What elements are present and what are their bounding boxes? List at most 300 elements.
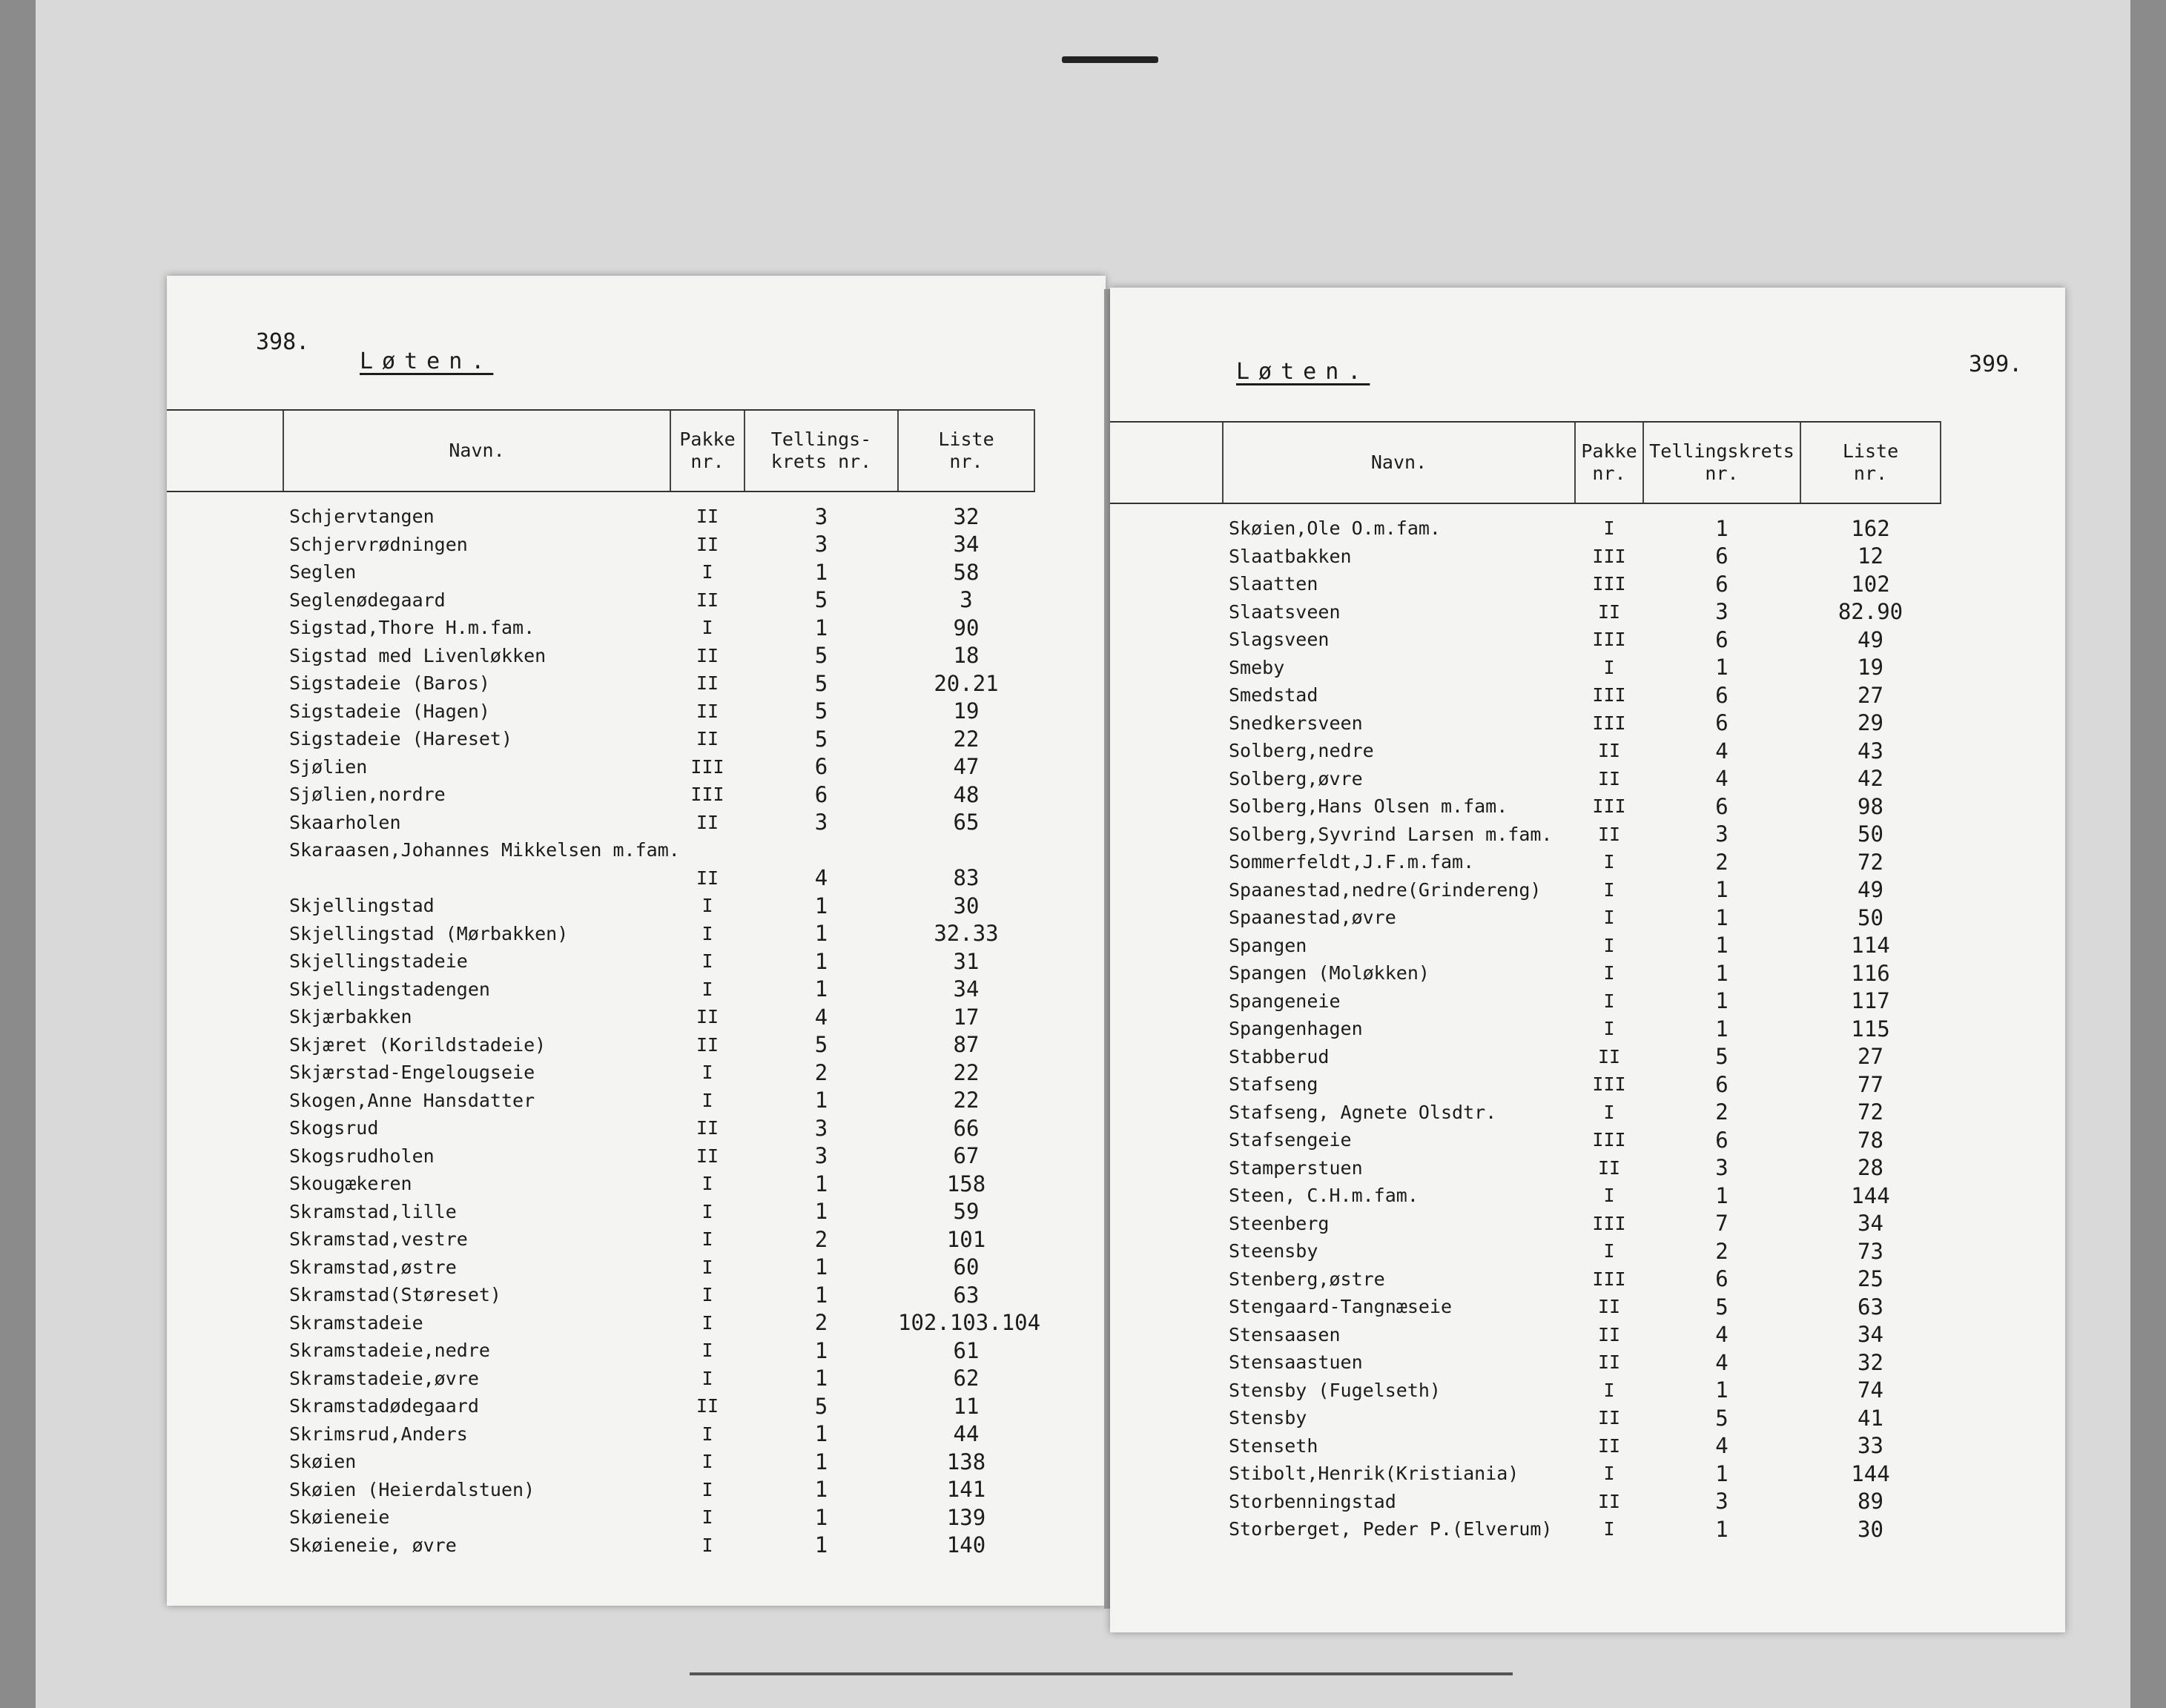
row-spacer (1110, 737, 1223, 765)
row-pakke: II (1597, 767, 1621, 790)
row-krets: 1 (1715, 877, 1728, 903)
row-liste: 30 (953, 893, 980, 918)
row-spacer (1110, 1515, 1223, 1543)
row-spacer (1110, 1488, 1223, 1516)
row-krets: 3 (814, 810, 828, 835)
table-row (1110, 1348, 1941, 1377)
row-krets: 5 (1715, 1405, 1728, 1431)
row-krets: 1 (814, 1199, 828, 1225)
row-spacer (1110, 570, 1223, 598)
row-liste: 90 (953, 615, 980, 640)
row-krets: 3 (1715, 821, 1728, 847)
header-pakke: Pakke nr. (670, 410, 744, 491)
row-krets: 5 (814, 698, 828, 724)
row-pakke: I (1603, 1518, 1615, 1540)
table-row (167, 836, 1034, 864)
row-name: Sigstad,Thore H.m.fam. (289, 617, 535, 639)
row-krets: 1 (814, 1088, 828, 1113)
row-liste: 72 (1858, 1099, 1883, 1125)
row-name: Spangeneie (1229, 990, 1341, 1012)
row-krets: 5 (814, 643, 828, 669)
row-liste: 19 (953, 698, 980, 724)
row-liste: 50 (1858, 904, 1883, 930)
row-krets: 6 (814, 781, 828, 807)
row-name: Snedkersveen (1229, 712, 1363, 734)
row-spacer (167, 1225, 283, 1254)
row-name: Skaarholen (289, 811, 401, 833)
row-krets: 1 (814, 921, 828, 947)
row-name: Skøieneie, øvre (289, 1534, 457, 1556)
row-krets: 1 (814, 1504, 828, 1530)
row-krets: 3 (1715, 1155, 1728, 1181)
table-row (167, 614, 1034, 642)
row-spacer (167, 1142, 283, 1171)
row-spacer (167, 1198, 283, 1226)
row-krets: 5 (814, 1393, 828, 1419)
row-name: Storberget, Peder P.(Elverum) (1229, 1518, 1553, 1540)
table-row (167, 1254, 1034, 1282)
table-row (1110, 1070, 1941, 1099)
row-liste: 32.33 (934, 921, 999, 947)
row-name: Skjellingstad (Mørbakken) (289, 922, 569, 944)
table-row (1110, 598, 1941, 626)
row-krets: 4 (1715, 1349, 1728, 1375)
row-krets: 6 (814, 754, 828, 780)
row-krets: 1 (814, 976, 828, 1002)
row-spacer (1110, 598, 1223, 626)
left-page-title: Løten. (360, 348, 494, 374)
row-pakke: I (701, 1367, 713, 1389)
row-liste: 28 (1858, 1155, 1883, 1181)
row-liste: 72 (1858, 849, 1883, 875)
row-name: Stenberg,østre (1229, 1268, 1385, 1290)
table-row (1110, 1043, 1941, 1071)
row-krets: 1 (814, 1171, 828, 1196)
row-krets: 1 (814, 1421, 828, 1447)
row-krets: 1 (1715, 1516, 1728, 1542)
row-name: Skogsrudholen (289, 1145, 435, 1167)
header-navn: Navn. (283, 410, 670, 491)
row-spacer (167, 892, 283, 920)
row-spacer (167, 1503, 283, 1532)
table-row (1110, 1265, 1941, 1294)
row-krets: 1 (1715, 1182, 1728, 1208)
row-spacer (1110, 1293, 1223, 1321)
row-spacer (1110, 1348, 1223, 1377)
row-name: Skaraasen,Johannes Mikkelsen m.fam. (289, 839, 680, 861)
row-name: Seglen (289, 561, 357, 583)
row-pakke: III (1592, 545, 1626, 567)
row-pakke: II (696, 1395, 719, 1417)
table-row (167, 1337, 1034, 1365)
table-row (167, 753, 1034, 781)
row-pakke: I (1603, 934, 1615, 956)
row-spacer (1110, 681, 1223, 709)
row-liste: 22 (953, 726, 980, 752)
row-pakke: II (1597, 1490, 1621, 1512)
row-pakke: I (1603, 1101, 1615, 1123)
row-pakke: I (701, 1062, 713, 1084)
row-spacer (167, 781, 283, 809)
row-name: Skogsrud (289, 1117, 379, 1139)
row-pakke: III (1592, 629, 1626, 651)
row-liste: 62 (953, 1366, 980, 1391)
row-liste: 48 (953, 781, 980, 807)
row-name: Smeby (1229, 656, 1285, 678)
table-row (1110, 1488, 1941, 1516)
row-krets: 5 (814, 1032, 828, 1058)
row-krets: 6 (1715, 543, 1728, 569)
row-krets: 1 (1715, 655, 1728, 681)
row-liste: 61 (953, 1337, 980, 1363)
row-name: Slaatbakken (1229, 545, 1352, 567)
row-pakke: I (1603, 1463, 1615, 1485)
row-krets: 5 (814, 726, 828, 752)
row-name: Sjølien,nordre (289, 784, 446, 806)
row-spacer (167, 1031, 283, 1059)
row-spacer (167, 1114, 283, 1142)
row-name: Steen, C.H.m.fam. (1229, 1185, 1419, 1207)
table-row (1110, 1126, 1941, 1154)
table-row (1110, 932, 1941, 960)
row-pakke: I (1603, 1185, 1615, 1207)
table-row (1110, 1377, 1941, 1405)
table-row (167, 558, 1034, 586)
row-liste: 139 (946, 1504, 986, 1530)
row-spacer (167, 1059, 283, 1087)
row-spacer (1110, 987, 1223, 1016)
row-name: Sigstadeie (Hareset) (289, 728, 513, 750)
row-liste: 47 (953, 754, 980, 780)
row-liste: 158 (946, 1171, 986, 1196)
row-liste: 138 (946, 1449, 986, 1474)
table-row (1110, 543, 1941, 571)
row-spacer (1110, 503, 1223, 543)
row-liste: 102 (1851, 571, 1890, 597)
row-liste: 20.21 (934, 670, 999, 696)
row-pakke: II (696, 1006, 719, 1028)
row-pakke: I (701, 1173, 713, 1195)
row-liste: 31 (953, 948, 980, 974)
row-pakke: III (690, 755, 724, 778)
table-row (1110, 1404, 1941, 1432)
header-krets: Tellings- krets nr. (744, 410, 898, 491)
row-spacer (167, 753, 283, 781)
row-spacer (1110, 1210, 1223, 1238)
header-krets: Tellingskrets nr. (1643, 422, 1800, 503)
row-pakke: I (701, 617, 713, 639)
row-spacer (167, 836, 283, 864)
row-krets: 6 (1715, 710, 1728, 736)
table-row (167, 586, 1034, 615)
row-spacer (1110, 1154, 1223, 1182)
row-krets: 6 (1715, 793, 1728, 819)
row-spacer (1110, 1126, 1223, 1154)
table-row (167, 1476, 1034, 1504)
table-row (1110, 1460, 1941, 1488)
scan-mark-bottom (690, 1672, 1513, 1675)
row-name: Spangen (1229, 934, 1307, 956)
table-row (167, 1392, 1034, 1420)
table-row (167, 781, 1034, 809)
row-spacer (1110, 543, 1223, 571)
row-name: Skramstad,lille (289, 1200, 457, 1222)
row-name: Skjellingstad (289, 895, 435, 917)
row-spacer (167, 1365, 283, 1393)
row-name: Skjærstad-Engelougseie (289, 1062, 535, 1084)
row-liste: 12 (1858, 543, 1883, 569)
table-row (1110, 821, 1941, 849)
row-name: Slagsveen (1229, 629, 1330, 651)
row-spacer (167, 698, 283, 726)
table-row (167, 698, 1034, 726)
scan-mark-top (1062, 56, 1158, 63)
right-page (1110, 288, 2065, 1632)
row-name: Skjærbakken (289, 1006, 412, 1028)
row-liste: 60 (953, 1254, 980, 1280)
row-liste: 102.103.104 (898, 1310, 1041, 1336)
row-name: Stengaard-Tangnæseie (1229, 1296, 1453, 1318)
row-liste: 82.90 (1838, 599, 1903, 625)
row-spacer (1110, 626, 1223, 654)
row-krets: 4 (1715, 766, 1728, 792)
row-pakke: I (701, 1340, 713, 1362)
table-row (167, 976, 1034, 1004)
row-name: Skjellingstadengen (289, 978, 490, 1000)
row-name: Solberg,Syvrind Larsen m.fam. (1229, 823, 1553, 845)
row-pakke: I (1603, 656, 1615, 678)
row-liste: 63 (1858, 1294, 1883, 1320)
row-liste: 33 (1858, 1433, 1883, 1459)
table-row (1110, 737, 1941, 765)
row-liste: 29 (1858, 710, 1883, 736)
row-liste: 17 (953, 1004, 980, 1030)
row-pakke: I (1603, 990, 1615, 1012)
row-liste: 49 (1858, 626, 1883, 652)
table-row (1110, 1015, 1941, 1043)
row-liste: 87 (953, 1032, 980, 1058)
row-name: Seglenødegaard (289, 589, 446, 611)
row-spacer (1110, 1099, 1223, 1127)
row-krets: 1 (1715, 1460, 1728, 1486)
row-spacer (167, 491, 283, 531)
row-spacer (1110, 1460, 1223, 1488)
row-krets: 4 (1715, 1433, 1728, 1459)
row-liste: 63 (953, 1282, 980, 1308)
row-liste: 116 (1851, 960, 1890, 986)
row-pakke: I (701, 978, 713, 1000)
table-header-row (167, 410, 1034, 491)
table-row (1110, 959, 1941, 987)
row-spacer (167, 642, 283, 670)
row-name: Sigstad med Livenløkken (289, 644, 547, 666)
row-liste: 58 (953, 559, 980, 585)
row-spacer (1110, 1432, 1223, 1460)
table-row (167, 1087, 1034, 1115)
row-krets: 1 (814, 1366, 828, 1391)
row-name: Spangen (Moløkken) (1229, 962, 1430, 984)
row-krets: 1 (1715, 933, 1728, 959)
row-krets: 1 (814, 1337, 828, 1363)
table-row (167, 531, 1034, 559)
row-krets: 3 (1715, 1489, 1728, 1515)
row-pakke: I (1603, 1379, 1615, 1401)
row-name: Spangenhagen (1229, 1018, 1363, 1040)
row-name (283, 864, 670, 893)
row-krets: 3 (1715, 599, 1728, 625)
table-row (167, 642, 1034, 670)
table-row (167, 491, 1034, 531)
row-name: Skogen,Anne Hansdatter (289, 1089, 535, 1111)
row-spacer (167, 725, 283, 753)
row-spacer (167, 669, 283, 698)
right-index-table (1110, 421, 1941, 1543)
table-row (1110, 503, 1941, 543)
row-pakke: I (1603, 517, 1615, 540)
row-name: Slaatsveen (1229, 600, 1341, 623)
row-pakke: II (1597, 1323, 1621, 1345)
table-row (167, 1365, 1034, 1393)
row-pakke: I (1603, 962, 1615, 984)
row-krets: 4 (814, 1004, 828, 1030)
row-pakke: II (1597, 600, 1621, 623)
row-pakke: I (701, 1200, 713, 1222)
row-pakke: III (1592, 712, 1626, 734)
row-krets: 1 (1715, 960, 1728, 986)
row-pakke: I (1603, 1240, 1615, 1262)
row-name: Skramstadeie,nedre (289, 1340, 490, 1362)
row-krets: 2 (814, 1059, 828, 1085)
row-krets (744, 836, 898, 864)
row-liste: 74 (1858, 1377, 1883, 1403)
row-krets: 3 (814, 1115, 828, 1141)
row-krets: 3 (814, 1143, 828, 1169)
row-liste (898, 836, 1034, 864)
table-row (1110, 1293, 1941, 1321)
row-liste: 67 (953, 1143, 980, 1169)
row-pakke: III (1592, 1129, 1626, 1151)
row-spacer (1110, 959, 1223, 987)
row-pakke: III (1592, 1073, 1626, 1096)
right-page-title: Løten. (1236, 359, 1370, 385)
table-row (167, 1309, 1034, 1337)
header-spacer (1110, 422, 1223, 503)
table-row (1110, 848, 1941, 876)
row-krets: 2 (1715, 1238, 1728, 1264)
table-row (167, 920, 1034, 948)
table-row (167, 1059, 1034, 1087)
row-pakke: II (1597, 823, 1621, 845)
table-row (167, 1198, 1034, 1226)
row-pakke: I (701, 1534, 713, 1556)
row-pakke: II (696, 1117, 719, 1139)
row-liste: 59 (953, 1199, 980, 1225)
row-krets: 1 (814, 1282, 828, 1308)
row-krets: 5 (1715, 1294, 1728, 1320)
row-krets: 1 (1715, 515, 1728, 541)
table-row (1110, 709, 1941, 738)
row-liste: 32 (1858, 1349, 1883, 1375)
row-pakke: I (701, 1423, 713, 1445)
row-liste: 144 (1851, 1182, 1890, 1208)
row-pakke: I (701, 1311, 713, 1334)
row-pakke: II (1597, 1045, 1621, 1068)
row-spacer (167, 614, 283, 642)
row-pakke: III (1592, 573, 1626, 595)
row-name: Sigstadeie (Hagen) (289, 700, 490, 722)
row-krets: 3 (814, 503, 828, 529)
row-krets: 1 (1715, 988, 1728, 1014)
row-pakke: II (1597, 740, 1621, 762)
row-krets: 1 (814, 948, 828, 974)
row-spacer (167, 1337, 283, 1365)
row-name: Skramstadødegaard (289, 1395, 479, 1417)
header-spacer (167, 410, 283, 491)
row-name: Stafsengeie (1229, 1129, 1352, 1151)
table-row (167, 1142, 1034, 1171)
row-liste: 140 (946, 1532, 986, 1558)
row-name: Stensby (Fugelseth) (1229, 1379, 1441, 1401)
row-liste: 34 (1858, 1211, 1883, 1237)
header-liste: Liste nr. (898, 410, 1034, 491)
row-liste: 78 (1858, 1127, 1883, 1153)
table-row (1110, 654, 1941, 682)
row-pakke: III (1592, 684, 1626, 706)
row-krets: 4 (814, 865, 828, 891)
row-spacer (167, 809, 283, 837)
table-row (1110, 626, 1941, 654)
row-krets: 6 (1715, 626, 1728, 652)
row-liste: 117 (1851, 988, 1890, 1014)
table-row (167, 1420, 1034, 1449)
row-liste: 3 (960, 587, 973, 613)
table-row (1110, 1321, 1941, 1349)
row-liste: 162 (1851, 515, 1890, 541)
row-pakke: II (696, 867, 719, 889)
header-liste: Liste nr. (1800, 422, 1941, 503)
row-name: Skøien,Ole O.m.fam. (1229, 517, 1441, 540)
row-name: Spaanestad,øvre (1229, 907, 1396, 929)
row-name: Schjervtangen (289, 506, 435, 528)
table-row (167, 947, 1034, 976)
row-pakke: I (701, 1089, 713, 1111)
row-spacer (1110, 848, 1223, 876)
row-spacer (1110, 792, 1223, 821)
row-spacer (1110, 1321, 1223, 1349)
table-row (1110, 570, 1941, 598)
table-row (167, 1281, 1034, 1309)
row-name: Skrimsrud,Anders (289, 1423, 468, 1445)
row-spacer (1110, 1404, 1223, 1432)
row-name: Stafseng (1229, 1073, 1318, 1096)
row-liste: 25 (1858, 1266, 1883, 1292)
table-row (1110, 765, 1941, 793)
row-liste: 34 (953, 532, 980, 557)
row-krets: 6 (1715, 1127, 1728, 1153)
row-liste: 77 (1858, 1071, 1883, 1097)
row-liste: 19 (1858, 655, 1883, 681)
table-row (1110, 876, 1941, 904)
row-liste: 22 (953, 1088, 980, 1113)
row-spacer (1110, 1377, 1223, 1405)
row-krets: 1 (1715, 1016, 1728, 1042)
row-spacer (167, 1448, 283, 1476)
row-pakke: II (696, 811, 719, 833)
row-pakke: III (690, 784, 724, 806)
row-pakke: I (701, 561, 713, 583)
row-name: Skøien (289, 1451, 357, 1473)
row-pakke: I (701, 1478, 713, 1500)
